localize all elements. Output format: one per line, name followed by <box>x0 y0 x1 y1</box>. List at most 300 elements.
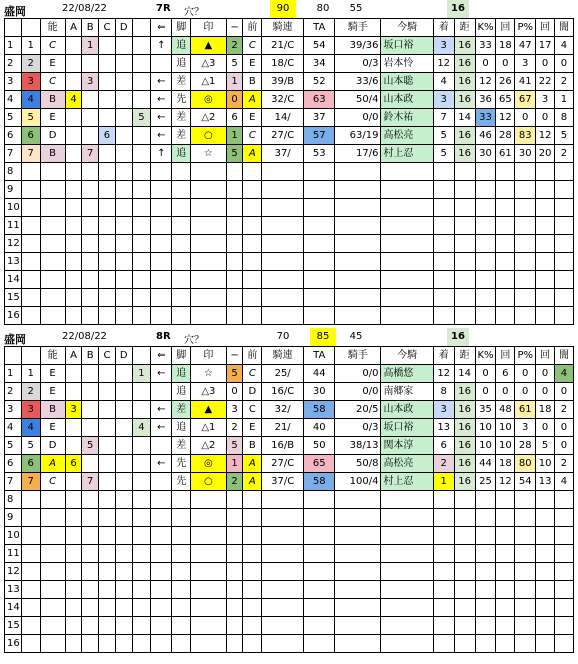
cell-chaku <box>433 235 454 253</box>
col-header-g2: − <box>226 19 243 37</box>
cell-k <box>475 235 496 253</box>
cell-kai2 <box>536 617 555 635</box>
cell-kiren: 37/C <box>262 473 304 491</box>
date-label: 22/08/22 <box>62 3 107 14</box>
cell-kai <box>496 491 515 509</box>
cell-ima <box>381 307 433 325</box>
cell-c <box>99 365 116 383</box>
cell-ima: 村上忍 <box>381 145 433 163</box>
cell-d <box>115 307 132 325</box>
cell-kyaku: 差 <box>172 73 191 91</box>
cell-kishu <box>335 235 381 253</box>
cell-kai <box>496 271 515 289</box>
cell-g2 <box>226 253 243 271</box>
cell-b <box>82 419 99 437</box>
cell-a <box>65 253 82 271</box>
cell-kyaku: 追 <box>172 55 191 73</box>
cell-k <box>475 635 496 653</box>
col-header-ta: TA <box>304 19 335 37</box>
cell-c <box>99 37 116 55</box>
entry-table <box>4 18 574 325</box>
cell-kyori <box>454 253 475 271</box>
cell-e <box>132 545 151 563</box>
cell-b <box>82 455 99 473</box>
cell-kishu <box>335 617 381 635</box>
cell-arrow <box>151 163 172 181</box>
cell-b: 5 <box>82 437 99 455</box>
cell-yami: 1 <box>554 91 573 109</box>
cell-chaku: 3 <box>433 37 454 55</box>
cell-mae: A <box>243 145 262 163</box>
cell-n: 9 <box>5 181 22 199</box>
cell-k: 12 <box>475 73 496 91</box>
cell-g: 4 <box>21 91 40 109</box>
cell-a <box>65 199 82 217</box>
cell-g2 <box>226 491 243 509</box>
cell-g: 5 <box>21 437 40 455</box>
cell-n: 11 <box>5 217 22 235</box>
cell-arrow <box>151 181 172 199</box>
cell-a <box>65 235 82 253</box>
cell-p <box>515 253 536 271</box>
cell-a <box>65 473 82 491</box>
cell-kiren <box>262 509 304 527</box>
cell-nou: B <box>40 91 65 109</box>
col-header-k: K% <box>475 347 496 365</box>
cell-p <box>515 199 536 217</box>
cell-chaku <box>433 181 454 199</box>
cell-p <box>515 307 536 325</box>
cell-kiren: 25/ <box>262 365 304 383</box>
cell-chaku: 12 <box>433 55 454 73</box>
cell-ta <box>304 545 335 563</box>
cell-kai: 61 <box>496 145 515 163</box>
cell-g <box>21 491 40 509</box>
cell-kai2: 17 <box>536 37 555 55</box>
cell-g <box>21 581 40 599</box>
cell-kishu <box>335 217 381 235</box>
cell-yami: 0 <box>554 383 573 401</box>
cell-kai2 <box>536 599 555 617</box>
col-header-p: P% <box>515 19 536 37</box>
cell-b <box>82 401 99 419</box>
cell-kyori: 16 <box>454 55 475 73</box>
cell-chaku: 12 <box>433 365 454 383</box>
cell-yami: 2 <box>554 145 573 163</box>
cell-n: 6 <box>5 455 22 473</box>
cell-nou: E <box>40 109 65 127</box>
cell-n: 8 <box>5 163 22 181</box>
cell-arrow <box>151 253 172 271</box>
cell-mark <box>191 199 227 217</box>
table-row <box>5 109 574 127</box>
cell-k: 46 <box>475 127 496 145</box>
cell-e: 5 <box>132 109 151 127</box>
cell-kyaku: 先 <box>172 473 191 491</box>
cell-g2 <box>226 527 243 545</box>
cell-kiren <box>262 599 304 617</box>
cell-chaku <box>433 217 454 235</box>
cell-chaku <box>433 253 454 271</box>
venue-label: 盛岡 <box>4 333 26 346</box>
cell-c <box>99 545 116 563</box>
cell-nou: E <box>40 383 65 401</box>
cell-kyori: 16 <box>454 473 475 491</box>
cell-mae <box>243 581 262 599</box>
cell-n: 4 <box>5 91 22 109</box>
cell-kiren <box>262 217 304 235</box>
cell-chaku <box>433 491 454 509</box>
cell-arrow <box>151 527 172 545</box>
cell-kishu <box>335 635 381 653</box>
cell-ta <box>304 635 335 653</box>
cell-yami <box>554 563 573 581</box>
cell-kai2 <box>536 527 555 545</box>
col-header-kiren: 騎連 <box>262 347 304 365</box>
cell-nou <box>40 181 65 199</box>
cell-k: 36 <box>475 91 496 109</box>
cell-kai: 18 <box>496 37 515 55</box>
cell-kyaku <box>172 271 191 289</box>
cell-d <box>115 527 132 545</box>
cell-kyaku: 先 <box>172 91 191 109</box>
cell-chaku <box>433 599 454 617</box>
cell-yami: 0 <box>554 55 573 73</box>
cell-nou <box>40 563 65 581</box>
cell-yami <box>554 617 573 635</box>
cell-p: 67 <box>515 91 536 109</box>
cell-a <box>65 491 82 509</box>
cell-nou <box>40 307 65 325</box>
cell-mae: A <box>243 455 262 473</box>
cell-mae: E <box>243 109 262 127</box>
col-header-c: C <box>99 19 116 37</box>
col-header-chaku: 着 <box>433 19 454 37</box>
cell-a <box>65 419 82 437</box>
cell-ima: 山本政 <box>381 401 433 419</box>
cell-kai2: 10 <box>536 455 555 473</box>
cell-p <box>515 163 536 181</box>
cell-g2: 0 <box>226 383 243 401</box>
cell-c <box>99 635 116 653</box>
cell-b <box>82 581 99 599</box>
cell-arrow: ← <box>151 109 172 127</box>
cell-a <box>65 217 82 235</box>
cell-chaku <box>433 289 454 307</box>
cell-p <box>515 271 536 289</box>
cell-k: 0 <box>475 55 496 73</box>
cell-d <box>115 509 132 527</box>
cell-mark <box>191 527 227 545</box>
cell-b <box>82 253 99 271</box>
cell-g2: 1 <box>226 455 243 473</box>
col-header-yami: 闇 <box>554 19 573 37</box>
table-row <box>5 235 574 253</box>
cell-p: 83 <box>515 127 536 145</box>
score-4: 16 <box>447 0 469 18</box>
cell-arrow: ← <box>151 401 172 419</box>
score-1: 90 <box>270 0 296 18</box>
cell-e <box>132 127 151 145</box>
cell-arrow: ↑ <box>151 37 172 55</box>
cell-ima <box>381 199 433 217</box>
cell-n: 9 <box>5 509 22 527</box>
cell-d <box>115 235 132 253</box>
cell-kishu <box>335 163 381 181</box>
cell-ta <box>304 271 335 289</box>
cell-kyori <box>454 635 475 653</box>
cell-c <box>99 91 116 109</box>
cell-kai <box>496 253 515 271</box>
table-row <box>5 617 574 635</box>
cell-mae <box>243 289 262 307</box>
cell-mark: ▲ <box>191 401 227 419</box>
cell-arrow <box>151 437 172 455</box>
cell-kai: 0 <box>496 383 515 401</box>
cell-ta: 50 <box>304 437 335 455</box>
cell-b <box>82 383 99 401</box>
cell-g2: 2 <box>226 37 243 55</box>
cell-ima <box>381 163 433 181</box>
cell-kyori <box>454 271 475 289</box>
col-header-a: A <box>65 347 82 365</box>
cell-ima <box>381 581 433 599</box>
cell-mark <box>191 599 227 617</box>
cell-g2 <box>226 217 243 235</box>
cell-kai2: 0 <box>536 419 555 437</box>
cell-mae <box>243 491 262 509</box>
sheet-header <box>0 0 578 18</box>
cell-n: 2 <box>5 55 22 73</box>
table-row <box>5 527 574 545</box>
cell-yami <box>554 307 573 325</box>
cell-e <box>132 91 151 109</box>
cell-ta: 40 <box>304 419 335 437</box>
cell-kyori <box>454 527 475 545</box>
cell-d <box>115 437 132 455</box>
cell-b <box>82 617 99 635</box>
cell-n: 4 <box>5 419 22 437</box>
col-header-ta: TA <box>304 347 335 365</box>
col-header-nou: 能 <box>40 347 65 365</box>
cell-yami <box>554 163 573 181</box>
cell-kishu: 0/0 <box>335 109 381 127</box>
cell-chaku <box>433 199 454 217</box>
cell-yami: 4 <box>554 37 573 55</box>
cell-mae <box>243 217 262 235</box>
header-row <box>5 19 574 37</box>
cell-kiren: 18/C <box>262 55 304 73</box>
cell-mae <box>243 199 262 217</box>
cell-kyaku <box>172 289 191 307</box>
cell-yami <box>554 181 573 199</box>
cell-n: 15 <box>5 617 22 635</box>
table-row <box>5 635 574 653</box>
cell-g2 <box>226 563 243 581</box>
cell-g: 1 <box>21 365 40 383</box>
cell-g2 <box>226 599 243 617</box>
cell-mark <box>191 581 227 599</box>
cell-kyaku: 追 <box>172 419 191 437</box>
cell-d <box>115 289 132 307</box>
cell-kai <box>496 545 515 563</box>
cell-arrow <box>151 217 172 235</box>
cell-arrow <box>151 199 172 217</box>
cell-g: 1 <box>21 37 40 55</box>
cell-nou <box>40 509 65 527</box>
cell-g <box>21 199 40 217</box>
cell-d <box>115 73 132 91</box>
cell-c <box>99 527 116 545</box>
table-row <box>5 127 574 145</box>
cell-nou <box>40 581 65 599</box>
cell-yami <box>554 527 573 545</box>
cell-chaku: 5 <box>433 127 454 145</box>
cell-mae: C <box>243 37 262 55</box>
cell-a <box>65 181 82 199</box>
cell-kai: 6 <box>496 365 515 383</box>
cell-e <box>132 145 151 163</box>
cell-g <box>21 289 40 307</box>
col-header-chaku: 着 <box>433 347 454 365</box>
cell-kiren: 27/C <box>262 455 304 473</box>
cell-d <box>115 491 132 509</box>
col-header-g <box>21 347 40 365</box>
cell-mae <box>243 181 262 199</box>
cell-chaku <box>433 509 454 527</box>
table-row <box>5 307 574 325</box>
cell-kai2: 0 <box>536 365 555 383</box>
cell-kyori <box>454 545 475 563</box>
cell-a <box>65 563 82 581</box>
cell-g2 <box>226 181 243 199</box>
cell-kai2 <box>536 509 555 527</box>
cell-kai: 12 <box>496 109 515 127</box>
cell-p <box>515 635 536 653</box>
table-row <box>5 289 574 307</box>
cell-arrow <box>151 271 172 289</box>
cell-k <box>475 563 496 581</box>
cell-g <box>21 271 40 289</box>
cell-e: 4 <box>132 419 151 437</box>
cell-n: 16 <box>5 635 22 653</box>
col-header-ima: 今騎 <box>381 347 433 365</box>
cell-arrow: ← <box>151 91 172 109</box>
cell-p <box>515 289 536 307</box>
cell-d <box>115 401 132 419</box>
cell-mark <box>191 545 227 563</box>
cell-d <box>115 37 132 55</box>
cell-c <box>99 145 116 163</box>
cell-d <box>115 545 132 563</box>
cell-g: 5 <box>21 109 40 127</box>
cell-kai2: 13 <box>536 473 555 491</box>
cell-kishu <box>335 271 381 289</box>
cell-c <box>99 199 116 217</box>
cell-g2 <box>226 545 243 563</box>
cell-kyori: 16 <box>454 91 475 109</box>
cell-kyori <box>454 563 475 581</box>
cell-nou: B <box>40 145 65 163</box>
cell-a <box>65 527 82 545</box>
cell-kai: 10 <box>496 437 515 455</box>
cell-a <box>65 509 82 527</box>
cell-n: 3 <box>5 401 22 419</box>
col-header-mark: 印 <box>191 347 227 365</box>
cell-mark <box>191 271 227 289</box>
cell-yami <box>554 217 573 235</box>
cell-kyori: 16 <box>454 419 475 437</box>
cell-mae <box>243 545 262 563</box>
table-row <box>5 365 574 383</box>
cell-kiren <box>262 545 304 563</box>
cell-g <box>21 163 40 181</box>
cell-kiren: 32/ <box>262 401 304 419</box>
cell-mark <box>191 289 227 307</box>
cell-ima: 岩本怜 <box>381 55 433 73</box>
cell-kyori <box>454 289 475 307</box>
cell-mark <box>191 617 227 635</box>
cell-ima: 坂口裕 <box>381 419 433 437</box>
cell-e <box>132 73 151 91</box>
cell-arrow <box>151 235 172 253</box>
cell-p: 0 <box>515 109 536 127</box>
cell-kishu: 0/3 <box>335 55 381 73</box>
cell-ta: 54 <box>304 37 335 55</box>
cell-g <box>21 253 40 271</box>
cell-a <box>65 365 82 383</box>
cell-b <box>82 109 99 127</box>
cell-kyori <box>454 217 475 235</box>
col-header-nou: 能 <box>40 19 65 37</box>
cell-g2: 5 <box>226 437 243 455</box>
score-4: 16 <box>447 328 469 346</box>
col-header-kai: 回 <box>496 19 515 37</box>
cell-kyaku <box>172 181 191 199</box>
cell-arrow: ← <box>151 455 172 473</box>
cell-kyaku <box>172 253 191 271</box>
table-row <box>5 181 574 199</box>
cell-ta: 30 <box>304 383 335 401</box>
cell-ta <box>304 599 335 617</box>
cell-kishu: 38/13 <box>335 437 381 455</box>
cell-mae: C <box>243 127 262 145</box>
cell-e <box>132 181 151 199</box>
cell-g2: 6 <box>226 109 243 127</box>
cell-ta: 52 <box>304 73 335 91</box>
cell-ta <box>304 307 335 325</box>
cell-c <box>99 473 116 491</box>
cell-c <box>99 581 116 599</box>
cell-g2 <box>226 235 243 253</box>
cell-g2 <box>226 199 243 217</box>
cell-chaku: 1 <box>433 473 454 491</box>
cell-kishu: 0/0 <box>335 383 381 401</box>
cell-mae <box>243 509 262 527</box>
cell-ima <box>381 563 433 581</box>
cell-kyaku: 追 <box>172 145 191 163</box>
col-header-g <box>21 19 40 37</box>
cell-n: 5 <box>5 109 22 127</box>
cell-kishu <box>335 181 381 199</box>
cell-kyori <box>454 509 475 527</box>
cell-ima: 高橋悠 <box>381 365 433 383</box>
cell-g <box>21 599 40 617</box>
cell-mark: △3 <box>191 55 227 73</box>
cell-e <box>132 289 151 307</box>
cell-kai2: 22 <box>536 73 555 91</box>
cell-arrow: ↑ <box>151 145 172 163</box>
